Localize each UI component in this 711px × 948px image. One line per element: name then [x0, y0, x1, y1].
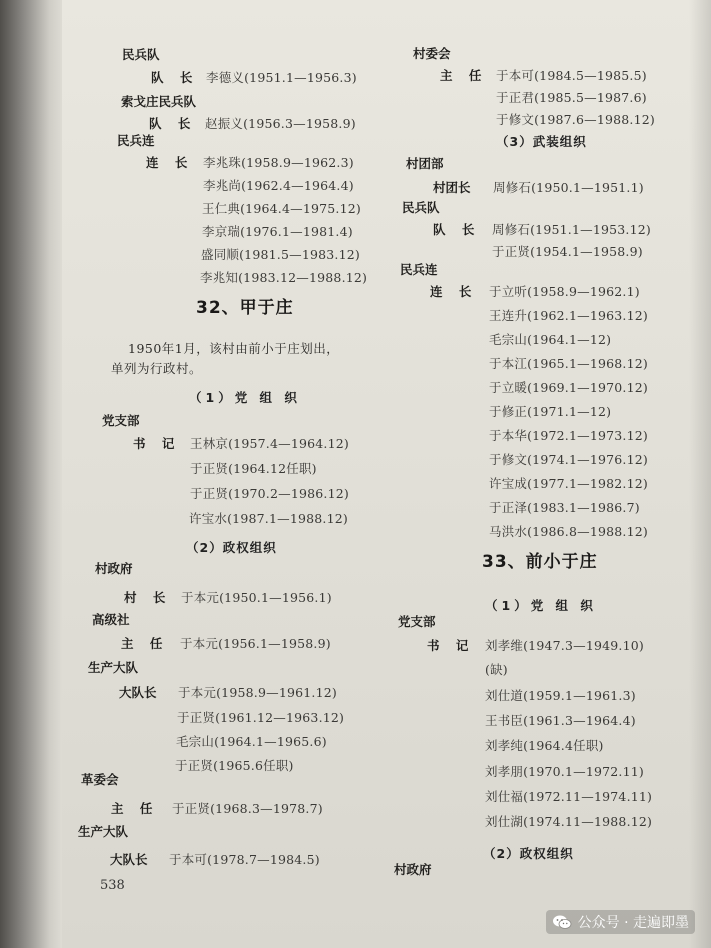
org-heading: 民兵队: [402, 200, 440, 215]
page-number: 538: [100, 878, 125, 893]
subsection-title: （1）党 组 织: [485, 598, 597, 613]
person-entry: 于正贤(1964.12任职): [190, 461, 317, 476]
person-entry: 赵振义(1956.3—1958.9): [205, 116, 356, 131]
person-entry: 于正贤(1954.1—1958.9): [492, 244, 643, 259]
person-entry: 李兆知(1983.12—1988.12): [200, 270, 368, 285]
section-title: 32、甲于庄: [196, 298, 294, 318]
person-entry: 王林京(1957.4—1964.12): [190, 436, 349, 451]
person-entry: 于正贤(1965.6任职): [175, 758, 294, 773]
subsection-title: （2）政权组织: [483, 846, 574, 861]
org-heading: 村政府: [394, 862, 432, 877]
person-entry: 于修文(1974.1—1976.12): [489, 452, 648, 467]
person-entry: 于正泽(1983.1—1986.7): [489, 500, 640, 515]
person-entry: 刘仕道(1959.1—1961.3): [485, 688, 636, 703]
watermark: [546, 910, 695, 934]
person-entry: 毛宗山(1964.1—12): [489, 332, 612, 347]
person-entry: 于修文(1987.6—1988.12): [496, 112, 655, 127]
page-edge-shadow: [689, 0, 711, 948]
org-heading: 村委会: [413, 46, 451, 61]
person-entry: 王仁典(1964.4—1975.12): [202, 201, 361, 216]
person-entry: 于立听(1958.9—1962.1): [489, 284, 640, 299]
org-heading: 民兵连: [117, 133, 155, 148]
subsection-title: （1）党 组 织: [189, 390, 301, 405]
person-entry: 于修正(1971.1—12): [489, 404, 612, 419]
person-entry: 于正君(1985.5—1987.6): [496, 90, 647, 105]
person-entry: (缺): [485, 662, 508, 677]
book-page: [62, 0, 711, 948]
person-entry: 于本华(1972.1—1973.12): [489, 428, 648, 443]
org-heading: 党支部: [102, 413, 140, 428]
org-heading: 民兵连: [400, 262, 438, 277]
role-label: 队 长: [151, 70, 199, 85]
org-heading: 党支部: [398, 614, 436, 629]
org-heading: 生产大队: [88, 660, 139, 675]
person-entry: 李兆尚(1962.4—1964.4): [203, 178, 354, 193]
person-entry: 李京瑞(1976.1—1981.4): [202, 224, 353, 239]
role-label: 主 任: [111, 801, 159, 816]
intro-paragraph: 单列为行政村。: [111, 361, 203, 376]
person-entry: 周修石(1951.1—1953.12): [492, 222, 651, 237]
person-entry: 于本可(1978.7—1984.5): [169, 852, 320, 867]
person-entry: 马洪水(1986.8—1988.12): [489, 524, 648, 539]
person-entry: 李德义(1951.1—1956.3): [206, 70, 357, 85]
role-label: 村 长: [124, 590, 172, 605]
org-heading: 村团部: [406, 156, 444, 171]
wechat-icon: [552, 914, 572, 930]
role-label: 书 记: [133, 436, 181, 451]
person-entry: 许宝成(1977.1—1982.12): [489, 476, 648, 491]
org-heading: 生产大队: [78, 824, 129, 839]
watermark-text: 公众号 · 走遍即墨: [577, 915, 689, 931]
person-entry: 刘仕福(1972.11—1974.11): [485, 789, 653, 804]
role-label: 队 长: [149, 116, 197, 131]
role-label: 村团长: [433, 180, 471, 195]
person-entry: 李兆珠(1958.9—1962.3): [203, 155, 354, 170]
person-entry: 于本元(1950.1—1956.1): [181, 590, 332, 605]
org-heading: 革委会: [81, 772, 119, 787]
org-heading: 索戈庄民兵队: [121, 94, 197, 109]
person-entry: 于本可(1984.5—1985.5): [496, 68, 647, 83]
person-entry: 毛宗山(1964.1—1965.6): [176, 734, 327, 749]
role-label: 书 记: [427, 638, 475, 653]
person-entry: 盛同顺(1981.5—1983.12): [201, 247, 360, 262]
person-entry: 于正贤(1968.3—1978.7): [172, 801, 323, 816]
person-entry: 刘孝维(1947.3—1949.10): [485, 638, 644, 653]
role-label: 连 长: [146, 155, 194, 170]
person-entry: 周修石(1950.1—1951.1): [493, 180, 644, 195]
subsection-title: （2）政权组织: [186, 540, 277, 555]
role-label: 大队长: [119, 685, 157, 700]
person-entry: 于本元(1956.1—1958.9): [180, 636, 331, 651]
role-label: 大队长: [110, 852, 148, 867]
person-entry: 于立暖(1969.1—1970.12): [489, 380, 648, 395]
section-title: 33、前小于庄: [482, 552, 598, 572]
person-entry: 刘孝纯(1964.4任职): [485, 738, 604, 753]
person-entry: 于正贤(1970.2—1986.12): [190, 486, 349, 501]
org-heading: 民兵队: [122, 47, 160, 62]
person-entry: 于本元(1958.9—1961.12): [178, 685, 337, 700]
person-entry: 王书臣(1961.3—1964.4): [485, 713, 636, 728]
book-spine: [0, 0, 66, 948]
person-entry: 于正贤(1961.12—1963.12): [177, 710, 345, 725]
role-label: 主 任: [121, 636, 169, 651]
role-label: 连 长: [430, 284, 478, 299]
role-label: 队 长: [433, 222, 481, 237]
person-entry: 许宝水(1987.1—1988.12): [189, 511, 348, 526]
intro-paragraph: 1950年1月，该村由前小于庄划出，: [128, 341, 340, 356]
role-label: 主 任: [440, 68, 488, 83]
person-entry: 于本江(1965.1—1968.12): [489, 356, 648, 371]
person-entry: 王连升(1962.1—1963.12): [489, 308, 648, 323]
person-entry: 刘仕湖(1974.11—1988.12): [485, 814, 653, 829]
subsection-title: （3）武装组织: [496, 134, 587, 149]
org-heading: 高级社: [92, 612, 130, 627]
org-heading: 村政府: [95, 561, 133, 576]
person-entry: 刘孝朋(1970.1—1972.11): [485, 764, 644, 779]
